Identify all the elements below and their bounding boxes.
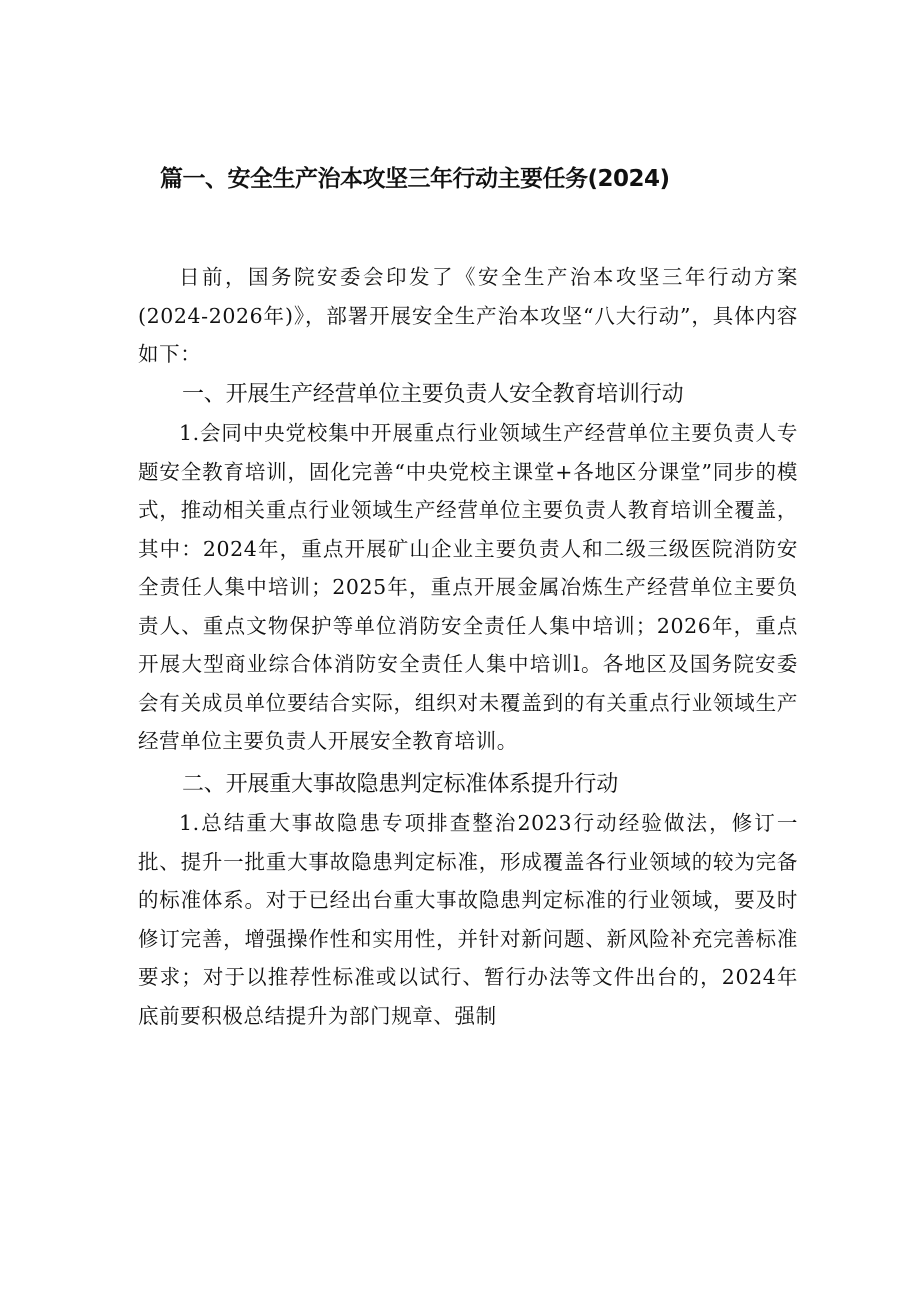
section-heading-2: 二、开展重大事故隐患判定标准体系提升行动 [182,771,619,797]
document-body [138,258,798,1035]
document-title: 篇一、安全生产治本攻坚三年行动主要任务(2024) [160,166,670,192]
intro-paragraph: 日前，国务院安委会印发了《安全生产治本攻坚三年行动方案(2024-2026年)》，部署开展安全生产治本攻坚“八大行动”，具体内容如下： [138,265,798,366]
section-paragraph-2: 1.总结重大事故隐患专项排查整治2023行动经验做法，修订一批、提升一批重大事故隐患判定标准，形成覆盖各行业领域的较为完备的标准体系。对于已经出台重大事故隐患判定标准的行业领域，要及时修订完善，增强操作性和实用性，并针对新问题、新风险补充完善标准要求；对于以推荐性标准或以试行、暂行办法等文件出台的，2024年底前要积极总结提升为部门规章、强制 [138,811,798,1028]
section-heading-1: 一、开展生产经营单位主要负责人安全教育培训行动 [182,381,684,407]
section-paragraph-1: 1.会同中央党校集中开展重点行业领域生产经营单位主要负责人专题安全教育培训，固化完善“中央党校主课堂+各地区分课堂”同步的模式，推动相关重点行业领域生产经营单位主要负责人教育培训全覆盖，其中：2024年，重点开展矿山企业主要负责人和二级三级医院消防安全责任人集中培训；2025年，重点开展金属冶炼生产经营单位主要负责人、重点文物保护等单位消防安全责任人集中培训；2026年，重点开展大型商业综合体消防安全责任人集中培训l。各地区及国务院安委会有关成员单位要结合实际，组织对未覆盖到的有关重点行业领域生产经营单位主要负责人开展安全教育培训。 [138,421,798,753]
